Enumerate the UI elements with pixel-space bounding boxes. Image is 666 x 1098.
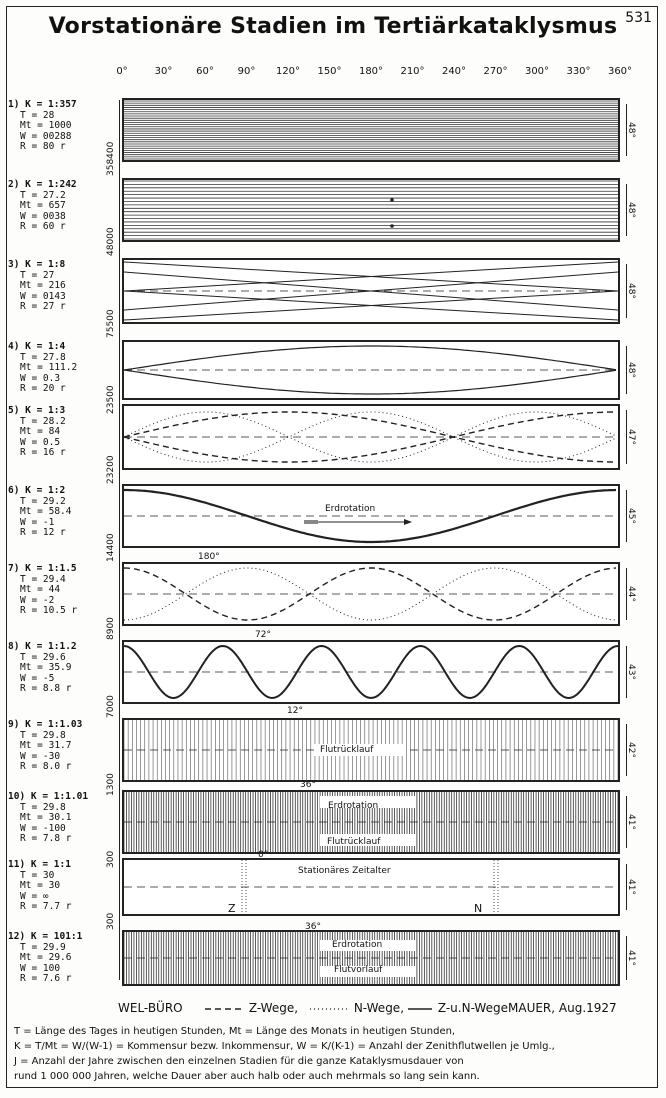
- tilt-angle: 42°: [626, 742, 636, 758]
- stage-drawing: [124, 260, 618, 322]
- angle-36-label: 36°: [305, 922, 321, 932]
- param-line: 5) K = 1:3: [8, 405, 66, 416]
- years-between-value: 8900: [106, 617, 116, 640]
- param-line: W = -30: [20, 750, 61, 762]
- degree-tick-label: 120°: [275, 66, 301, 77]
- tilt-angle: 44°: [626, 586, 636, 602]
- legend-author: MAUER, Aug.1927: [508, 1001, 617, 1015]
- param-line: T = 29.8: [20, 729, 66, 741]
- param-line: W = 100: [20, 962, 61, 974]
- panel-params: [8, 932, 82, 985]
- tilt-angle: 41°: [626, 814, 636, 830]
- param-line: R = 7.6 r: [20, 973, 72, 984]
- n-marker-label: N: [474, 902, 483, 915]
- panel-params: [8, 860, 71, 913]
- panel-params: [8, 564, 77, 617]
- years-between-value: 23200: [106, 455, 116, 484]
- degree-tick-label: 300°: [524, 66, 550, 77]
- angle-bracket: [626, 490, 627, 542]
- param-line: W = 00288: [20, 130, 72, 142]
- panel-params: [8, 260, 66, 313]
- param-line: 12) K = 101:1: [8, 931, 83, 942]
- track-curve: [124, 370, 616, 394]
- footer-line: rund 1 000 000 Jahren, welche Dauer aber auch halb oder auch mehrmals so lang sein kann.: [14, 1071, 480, 1082]
- param-line: T = 29.2: [20, 495, 66, 507]
- param-line: Mt = 58.4: [20, 506, 72, 517]
- legend-wel: WEL-BÜRO: [118, 1001, 183, 1015]
- erdrotation-label: Erdrotation: [325, 504, 376, 514]
- param-line: Mt = 30.1: [20, 812, 72, 823]
- param-line: 1) K = 1:357: [8, 99, 77, 110]
- tilt-angle: 41°: [626, 879, 636, 895]
- stage-drawing: [124, 486, 618, 546]
- stage-panel: [122, 98, 620, 162]
- stage-drawing: [124, 100, 618, 160]
- panel-params: [8, 406, 66, 459]
- panel-params: [8, 342, 77, 395]
- param-line: T = 29.8: [20, 801, 66, 813]
- flutruecklauf-label: Flutrücklauf: [320, 745, 374, 755]
- param-line: R = 7.7 r: [20, 901, 72, 912]
- param-line: 7) K = 1:1.5: [8, 563, 77, 574]
- param-line: T = 28: [20, 109, 55, 121]
- degree-tick-label: 240°: [441, 66, 467, 77]
- footer-notes: [14, 1024, 654, 1084]
- years-between-value: 48000: [106, 227, 116, 256]
- param-line: Mt = 35.9: [20, 662, 72, 673]
- angle-12-label: 12°: [287, 706, 303, 716]
- arrow-head: [404, 519, 412, 525]
- stage-panel: [122, 640, 620, 704]
- z-marker-label: Z: [228, 902, 236, 915]
- param-line: T = 27.2: [20, 189, 66, 201]
- param-line: R = 7.8 r: [20, 833, 72, 844]
- param-line: W = 0.3: [20, 372, 61, 384]
- angle-bracket: [626, 864, 627, 910]
- param-line: Mt = 216: [20, 280, 66, 291]
- param-line: R = 27 r: [20, 301, 66, 312]
- param-line: 2) K = 1:242: [8, 179, 77, 190]
- years-between-value: 300: [106, 850, 116, 868]
- panel-params: [8, 180, 77, 233]
- panel-params: [8, 642, 77, 695]
- stage-panel: [122, 340, 620, 400]
- degree-tick-label: 90°: [237, 66, 256, 77]
- point-marker: [390, 198, 394, 202]
- angle-bracket: [626, 724, 627, 776]
- stage-panel: [122, 258, 620, 324]
- param-line: T = 27: [20, 269, 55, 281]
- tilt-angle: 47°: [626, 429, 636, 445]
- param-line: Mt = 30: [20, 880, 61, 891]
- tilt-angle: 48°: [626, 283, 636, 299]
- param-line: 3) K = 1:8: [8, 259, 66, 270]
- years-between-value: 7000: [106, 695, 116, 718]
- stationaeres-zeitalter-label: Stationäres Zeitalter: [298, 866, 391, 876]
- param-line: W = -2: [20, 594, 55, 606]
- param-line: 4) K = 1:4: [8, 341, 66, 352]
- panel-params: [8, 792, 88, 845]
- legend-zn-label: Z-u.N-Wege: [437, 1001, 508, 1015]
- degree-tick-label: 150°: [317, 66, 342, 77]
- stage-drawing: [124, 342, 618, 398]
- param-line: T = 30: [20, 869, 55, 881]
- param-line: Mt = 111.2: [20, 362, 78, 373]
- stage-panel: [122, 484, 620, 548]
- param-line: W = -1: [20, 516, 55, 528]
- param-line: R = 20 r: [20, 383, 66, 394]
- angle-bracket: [626, 184, 627, 236]
- param-line: W = 0.5: [20, 436, 61, 448]
- param-line: W = 0143: [20, 290, 66, 302]
- angle-36-label: 36°: [300, 780, 316, 790]
- param-line: R = 60 r: [20, 221, 66, 232]
- legend-z-label: Z-Wege,: [248, 1001, 299, 1015]
- param-line: Mt = 1000: [20, 120, 72, 131]
- degree-tick-label: 270°: [483, 66, 508, 77]
- param-line: Mt = 84: [20, 426, 61, 437]
- years-between-value: 300: [106, 912, 116, 930]
- degree-tick-label: 60°: [196, 66, 214, 77]
- param-line: T = 29.4: [20, 573, 66, 585]
- years-between-value: 1300: [106, 773, 116, 796]
- legend-n-label: N-Wege,: [353, 1001, 405, 1015]
- param-line: R = 8.0 r: [20, 761, 72, 772]
- angle-bracket: [626, 104, 627, 156]
- degree-tick-label: 360°: [607, 66, 633, 77]
- angle-bracket: [626, 410, 627, 464]
- flutruecklauf-label: Flutrücklauf: [327, 837, 381, 847]
- point-marker: [390, 224, 394, 228]
- stage-panel: [122, 930, 620, 986]
- degree-tick-label: 330°: [566, 66, 591, 77]
- stage-drawing: [124, 564, 618, 624]
- param-line: T = 28.2: [20, 415, 66, 427]
- param-line: Mt = 657: [20, 200, 66, 211]
- years-between-value: 75500: [106, 309, 116, 338]
- param-line: W = 0038: [20, 210, 66, 222]
- param-line: 8) K = 1:1.2: [8, 641, 77, 652]
- legend-zn: [408, 1001, 508, 1015]
- stage-panel: [122, 404, 620, 470]
- degree-tick-label: 180°: [358, 66, 384, 77]
- page-number: 531: [625, 10, 652, 26]
- legend-z: [205, 1001, 298, 1015]
- degree-tick-label: 0°: [116, 66, 128, 77]
- stage-drawing: [124, 406, 618, 468]
- track-curve: [124, 346, 616, 370]
- param-line: Mt = 29.6: [20, 952, 72, 963]
- legend-n: [310, 1001, 404, 1015]
- angle-bracket: [626, 264, 627, 318]
- panel-params: [8, 100, 77, 153]
- angle-bracket: [626, 646, 627, 698]
- param-line: T = 29.6: [20, 651, 66, 663]
- angle-bracket: [626, 796, 627, 848]
- param-line: R = 8.8 r: [20, 683, 72, 694]
- angle-bracket: [626, 936, 627, 980]
- angle-72-label: 72°: [255, 630, 271, 640]
- param-line: 10) K = 1:1.01: [8, 791, 89, 802]
- erdrotation-label: Erdrotation: [332, 940, 383, 950]
- years-between-value: 358400: [106, 141, 116, 176]
- footer-line: T = Länge des Tages in heutigen Stunden, Mt = Länge des Monats in heutigen Stunden,: [14, 1026, 456, 1037]
- param-line: R = 10.5 r: [20, 605, 78, 616]
- param-line: W = ∞: [20, 890, 49, 902]
- tilt-angle: 45°: [626, 508, 636, 524]
- param-line: T = 29.9: [20, 941, 66, 953]
- angle-bracket: [626, 346, 627, 394]
- tilt-angle: 48°: [626, 122, 636, 138]
- tilt-angle: 48°: [626, 202, 636, 218]
- page-title: Vorstationäre Stadien im Tertiärkataklysmus: [48, 14, 618, 39]
- param-line: R = 12 r: [20, 527, 66, 538]
- param-line: Mt = 31.7: [20, 740, 72, 751]
- panel-params: [8, 486, 71, 539]
- degree-tick-label: 30°: [154, 66, 173, 77]
- panel-params: [8, 720, 82, 773]
- tilt-angle: 43°: [626, 664, 636, 680]
- param-line: W = -100: [20, 822, 66, 834]
- footer-line: K = T/Mt = W/(W-1) = Kommensur bezw. Inkommensur, W = K/(K-1) = Anzahl der Zenithflutwellen je Umlg.,: [14, 1041, 555, 1052]
- degree-tick-label: 210°: [400, 66, 425, 77]
- years-between-value: 23500: [106, 385, 116, 414]
- param-line: R = 16 r: [20, 447, 66, 458]
- param-line: Mt = 44: [20, 584, 61, 595]
- tilt-angle: 48°: [626, 362, 636, 378]
- param-line: R = 80 r: [20, 141, 66, 152]
- arrow-tail: [304, 520, 318, 524]
- flutvorlauf-label: Flutvorlauf: [334, 965, 383, 975]
- angle-0-label: 0°: [258, 850, 269, 860]
- param-line: W = -5: [20, 672, 55, 684]
- angle-bracket: [626, 568, 627, 620]
- left-axis-line: [119, 100, 120, 980]
- stage-panel: [122, 178, 620, 242]
- param-line: 6) K = 1:2: [8, 485, 66, 496]
- param-line: 9) K = 1:1.03: [8, 719, 83, 730]
- stage-drawing: [124, 642, 618, 702]
- param-line: T = 27.8: [20, 351, 66, 363]
- stage-drawing: [124, 180, 618, 240]
- erdrotation-label: Erdrotation: [328, 801, 379, 811]
- years-between-value: 14400: [106, 533, 116, 562]
- footer-line: J = Anzahl der Jahre zwischen den einzelnen Stadien für die ganze Kataklysmusdauer von: [14, 1056, 464, 1067]
- angle-180-label: 180°: [198, 552, 220, 562]
- stage-panel: [122, 562, 620, 626]
- param-line: 11) K = 1:1: [8, 859, 71, 870]
- tilt-angle: 41°: [626, 950, 636, 966]
